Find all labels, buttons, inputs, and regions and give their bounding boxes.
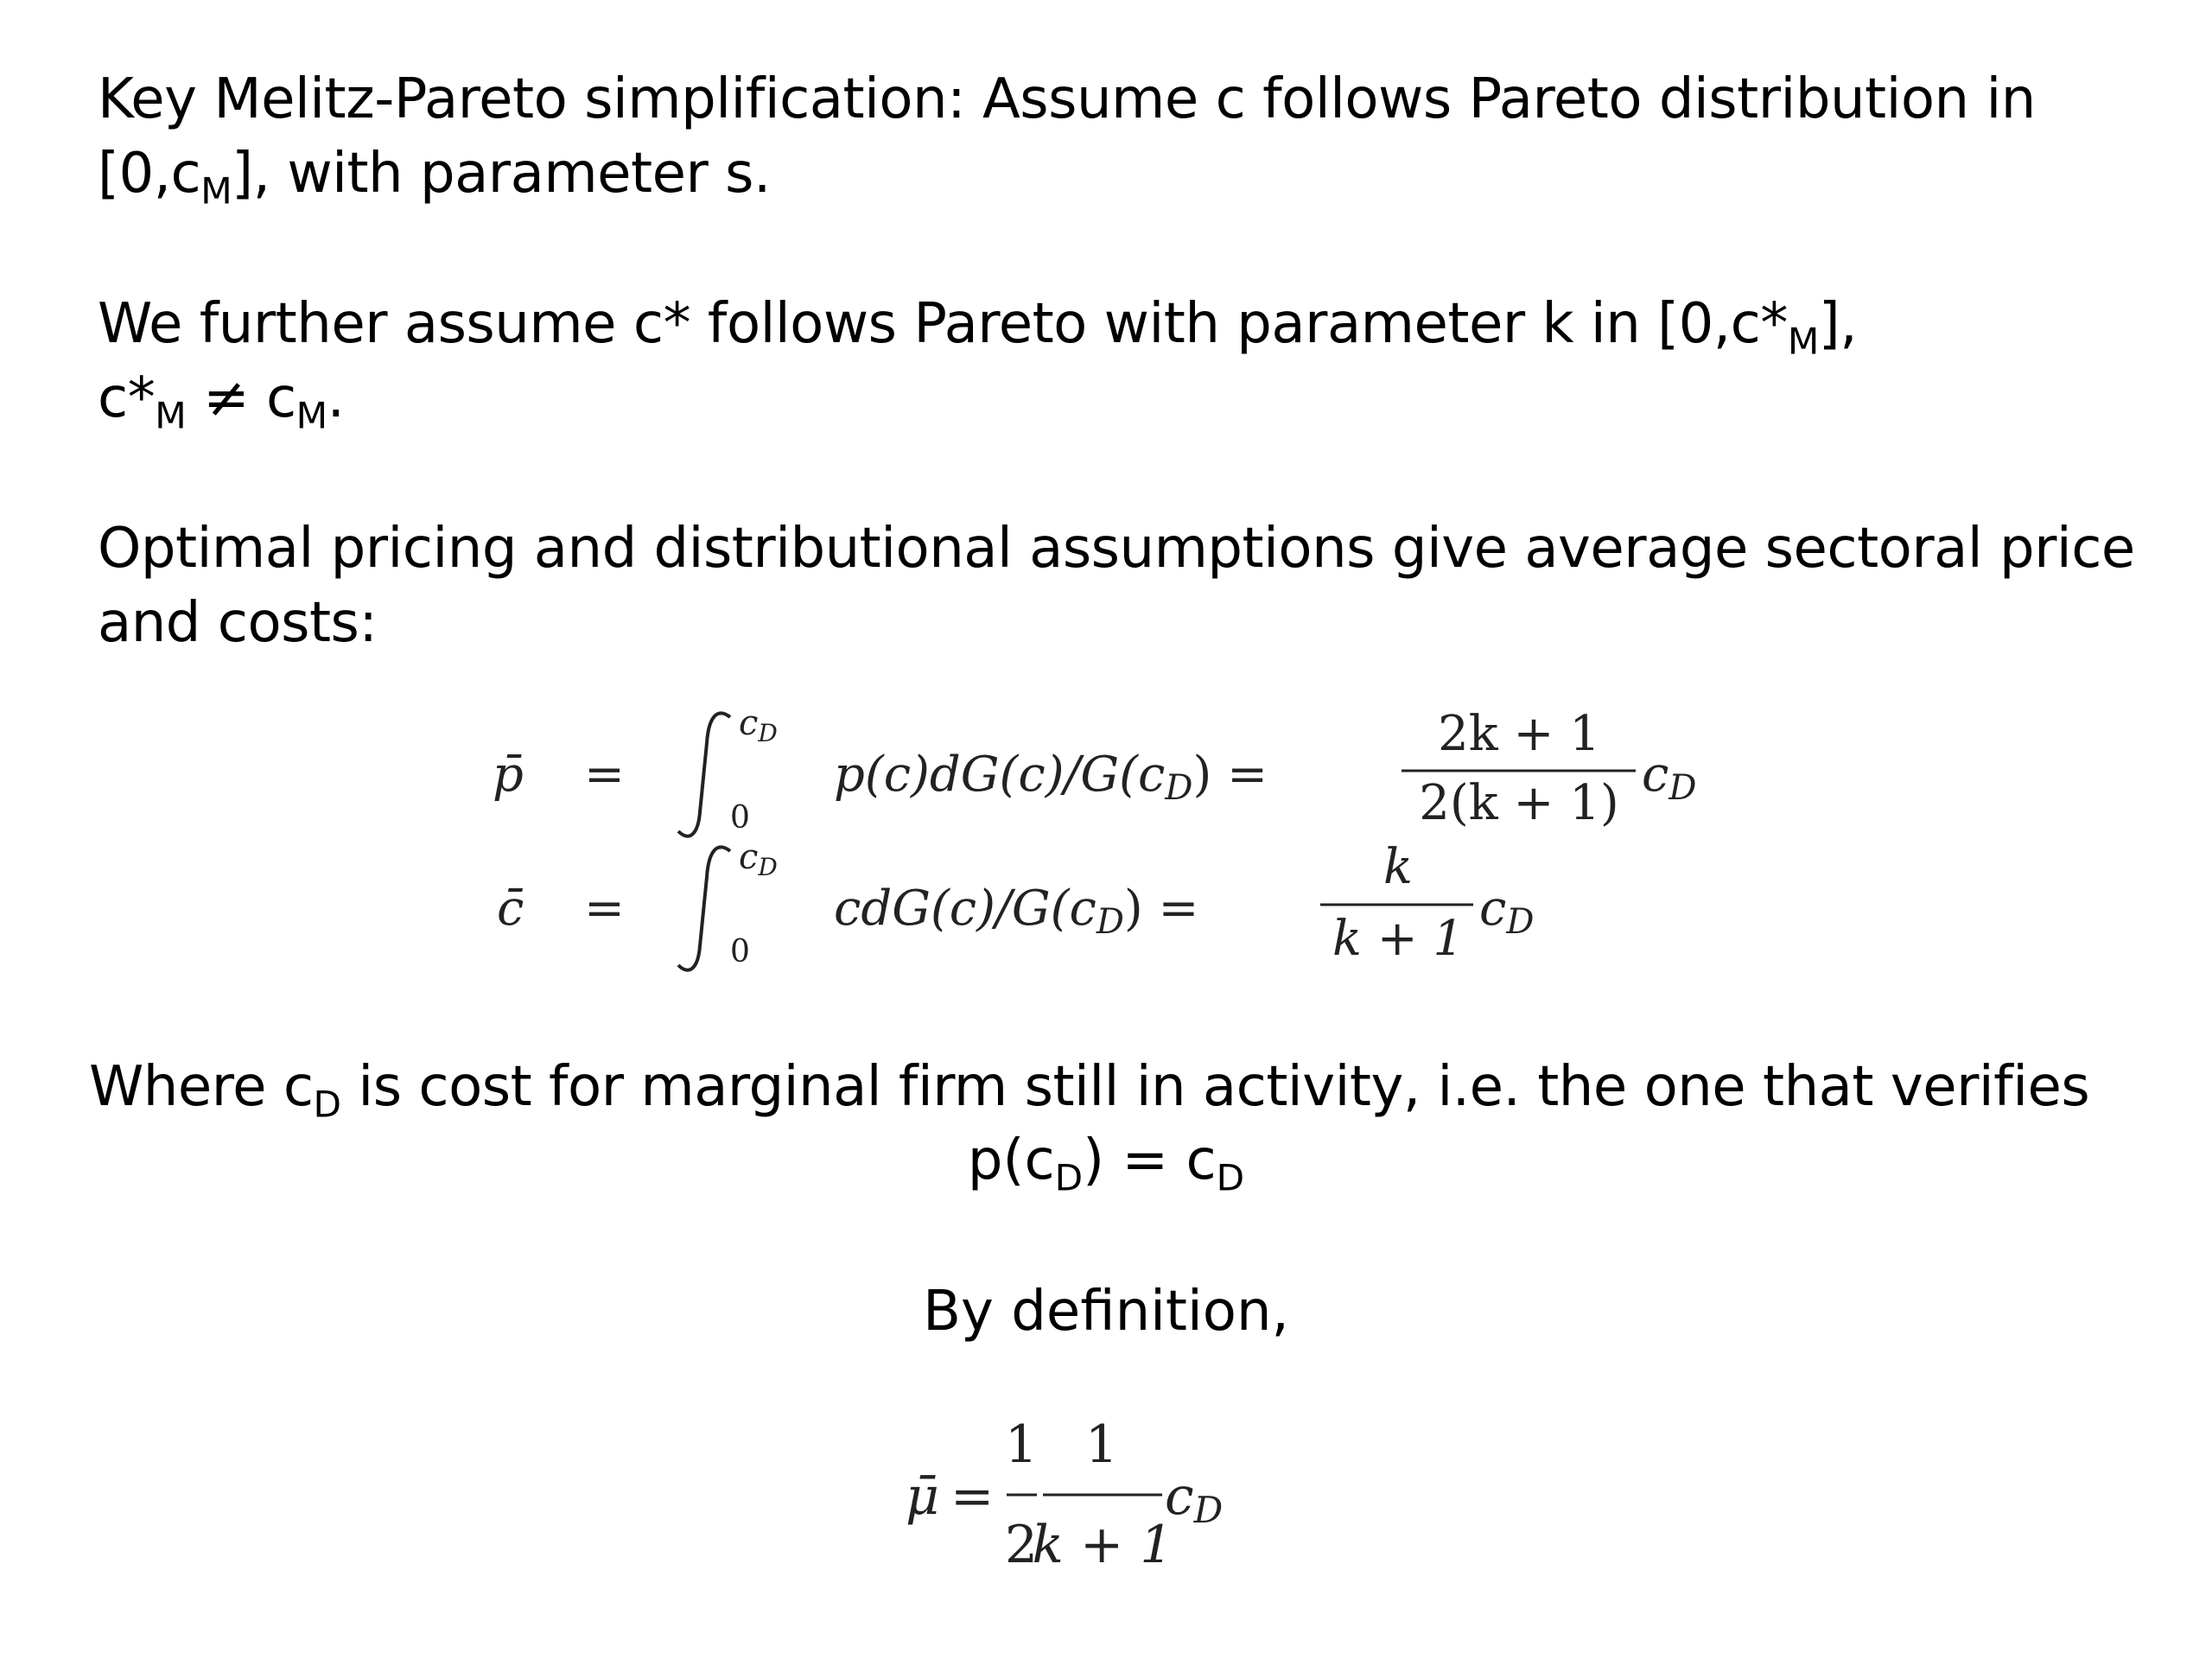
pbar-fraction-denominator: 2(k + 1)	[1419, 775, 1619, 831]
mu-lhs: μ̄	[906, 1466, 939, 1527]
subscript-m: M	[200, 169, 232, 213]
subscript-m: M	[155, 394, 187, 437]
subscript-d: D	[1216, 1156, 1245, 1199]
pbar-fraction-numerator: 2k + 1	[1438, 706, 1600, 762]
pbar-integrand: p(c)dG(c)/G(cD) =	[834, 747, 1268, 808]
paragraph2-line2-period: .	[327, 366, 345, 430]
mu-frac2-numerator: 1	[1084, 1414, 1119, 1475]
paragraph1-line2-text: [0,c	[98, 142, 201, 206]
cbar-lower-limit: 0	[730, 934, 750, 969]
cbar-lhs: c̄	[497, 880, 524, 937]
pbar-upper-limit: $c_D$	[739, 703, 778, 747]
cutoff-condition-equals: ) = c	[1083, 1128, 1217, 1192]
subscript-d: D	[1054, 1156, 1084, 1199]
pbar-lower-limit: 0	[730, 800, 750, 836]
cbar-integrand: cdG(c)/G(cD) =	[834, 880, 1199, 942]
pbar-lhs: p̄	[493, 747, 524, 803]
subscript-m: M	[296, 394, 327, 437]
paragraph-by-definition: By definition,	[923, 1280, 1289, 1344]
cbar-fraction-denominator: k + 1	[1332, 911, 1465, 967]
paragraph1-line1: Key Melitz-Pareto simplification: Assume c follows Pareto distribution in	[98, 67, 2036, 131]
subscript-m: M	[1787, 320, 1819, 363]
subscript-d: D	[313, 1083, 341, 1126]
cbar-upper-limit: $c_D$	[739, 837, 778, 881]
pbar-equals: =	[584, 747, 625, 803]
mu-factor: cD	[1165, 1466, 1224, 1531]
paragraph4-line1-rest: is cost for marginal firm still in activity, i.e. the one that verifies	[340, 1055, 2090, 1119]
paragraph3-line2: and costs:	[98, 591, 378, 655]
paragraph2-line2-text: c*	[98, 366, 156, 430]
cutoff-condition-text: p(c	[967, 1128, 1055, 1192]
paragraph2-line2-neq: ≠ c	[186, 366, 296, 430]
paragraph3-line1: Optimal pricing and distributional assumptions give average sectoral price	[98, 517, 2135, 581]
paragraph1-line2-rest: ], with parameter s.	[232, 142, 771, 206]
mu-frac1-numerator: 1	[1004, 1414, 1039, 1475]
mu-equals: =	[950, 1466, 995, 1527]
paragraph2-line1-text: We further assume c* follows Pareto with parameter k in [0,c*	[98, 292, 1788, 356]
cbar-fraction-numerator: k	[1383, 839, 1413, 895]
paragraph4-line1-text: Where c	[89, 1055, 314, 1119]
pbar-factor: cD	[1642, 747, 1697, 808]
cbar-factor: cD	[1479, 880, 1535, 942]
mu-frac1-denominator: 2	[1004, 1515, 1039, 1575]
cbar-equals: =	[584, 880, 625, 937]
mu-frac2-denominator: k + 1	[1032, 1515, 1173, 1575]
paragraph2-line1-rest: ],	[1818, 292, 1858, 356]
